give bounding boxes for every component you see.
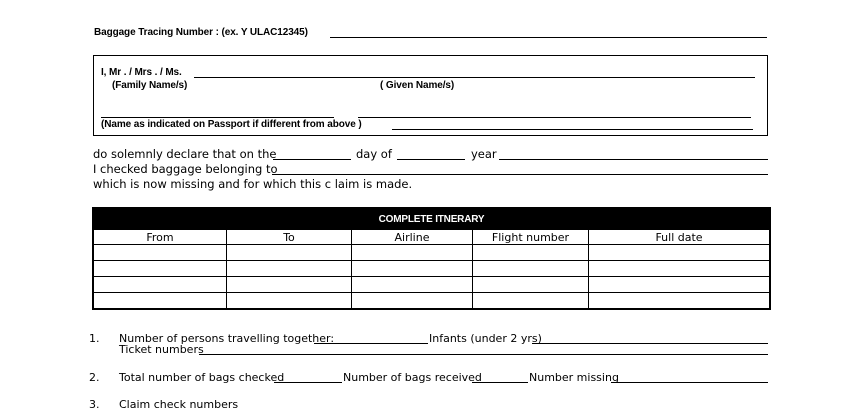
table-row	[94, 245, 770, 261]
cell-full-date[interactable]	[589, 293, 770, 309]
tracing-number-field[interactable]	[330, 37, 767, 38]
cell-airline[interactable]	[352, 293, 473, 309]
given-name-label: ( Given Name/s)	[380, 80, 455, 91]
cell-airline[interactable]	[352, 245, 473, 261]
passport-given-field[interactable]	[358, 117, 751, 118]
declaration-claim-text: which is now missing and for which this c laim is made.	[93, 177, 413, 191]
question-2-number: 2.	[89, 371, 100, 384]
ticket-numbers-field[interactable]	[199, 354, 768, 355]
declaration-date-text: do solemnly declare that on the	[93, 147, 277, 161]
cell-to[interactable]	[227, 245, 352, 261]
persons-travelling-field[interactable]	[314, 343, 428, 344]
ticket-numbers-label: Ticket numbers	[119, 343, 204, 356]
salutation-label: I, Mr . / Mrs . / Ms.	[101, 67, 182, 78]
claim-check-numbers-label: Claim check numbers	[119, 398, 239, 411]
cell-from[interactable]	[94, 293, 227, 309]
cell-flight-number[interactable]	[473, 293, 589, 309]
number-missing-label: Number missing	[529, 371, 619, 384]
passport-family-field[interactable]	[101, 117, 334, 118]
cell-flight-number[interactable]	[473, 261, 589, 277]
column-header-from: From	[94, 230, 227, 245]
cell-full-date[interactable]	[589, 277, 770, 293]
declaration-belonging-text: I checked baggage belonging to	[93, 162, 278, 176]
infants-label: Infants (under 2 yrs)	[429, 332, 542, 345]
cell-airline[interactable]	[352, 261, 473, 277]
cell-from[interactable]	[94, 277, 227, 293]
itinerary-title: COMPLETE ITNERARY	[94, 209, 770, 230]
cell-to[interactable]	[227, 277, 352, 293]
number-missing-field[interactable]	[611, 382, 768, 383]
tracing-number-label: Baggage Tracing Number : (ex. Y ULAC12345)	[94, 27, 308, 38]
passport-name-label: (Name as indicated on Passport if different from above )	[101, 119, 362, 130]
bags-received-field[interactable]	[472, 382, 528, 383]
passport-name-field[interactable]	[392, 129, 753, 130]
baggage-owner-field[interactable]	[272, 174, 768, 175]
declaration-month-field[interactable]	[397, 159, 465, 160]
infants-field[interactable]	[532, 343, 768, 344]
column-header-to: To	[227, 230, 352, 245]
cell-to[interactable]	[227, 261, 352, 277]
column-header-full-date: Full date	[589, 230, 770, 245]
table-row	[94, 277, 770, 293]
bags-received-label: Number of bags received	[343, 371, 482, 384]
column-header-airline: Airline	[352, 230, 473, 245]
persons-travelling-label: Number of persons travelling together:	[119, 332, 335, 345]
bags-checked-field[interactable]	[274, 382, 342, 383]
question-3-number: 3.	[89, 398, 100, 411]
cell-from[interactable]	[94, 261, 227, 277]
name-field[interactable]	[194, 77, 755, 78]
family-name-label: (Family Name/s)	[112, 80, 188, 91]
declaration-year-text: year	[471, 147, 497, 161]
bags-checked-label: Total number of bags checked	[119, 371, 285, 384]
declaration-day-field[interactable]	[273, 159, 351, 160]
cell-flight-number[interactable]	[473, 245, 589, 261]
cell-flight-number[interactable]	[473, 277, 589, 293]
declaration-day-of-text: day of	[356, 147, 392, 161]
declaration-year-field[interactable]	[499, 159, 768, 160]
cell-full-date[interactable]	[589, 261, 770, 277]
cell-from[interactable]	[94, 245, 227, 261]
table-row	[94, 261, 770, 277]
cell-to[interactable]	[227, 293, 352, 309]
table-row	[94, 293, 770, 309]
column-header-flight-number: Flight number	[473, 230, 589, 245]
cell-airline[interactable]	[352, 277, 473, 293]
question-1-number: 1.	[89, 332, 100, 345]
cell-full-date[interactable]	[589, 245, 770, 261]
itinerary-table	[92, 207, 771, 310]
